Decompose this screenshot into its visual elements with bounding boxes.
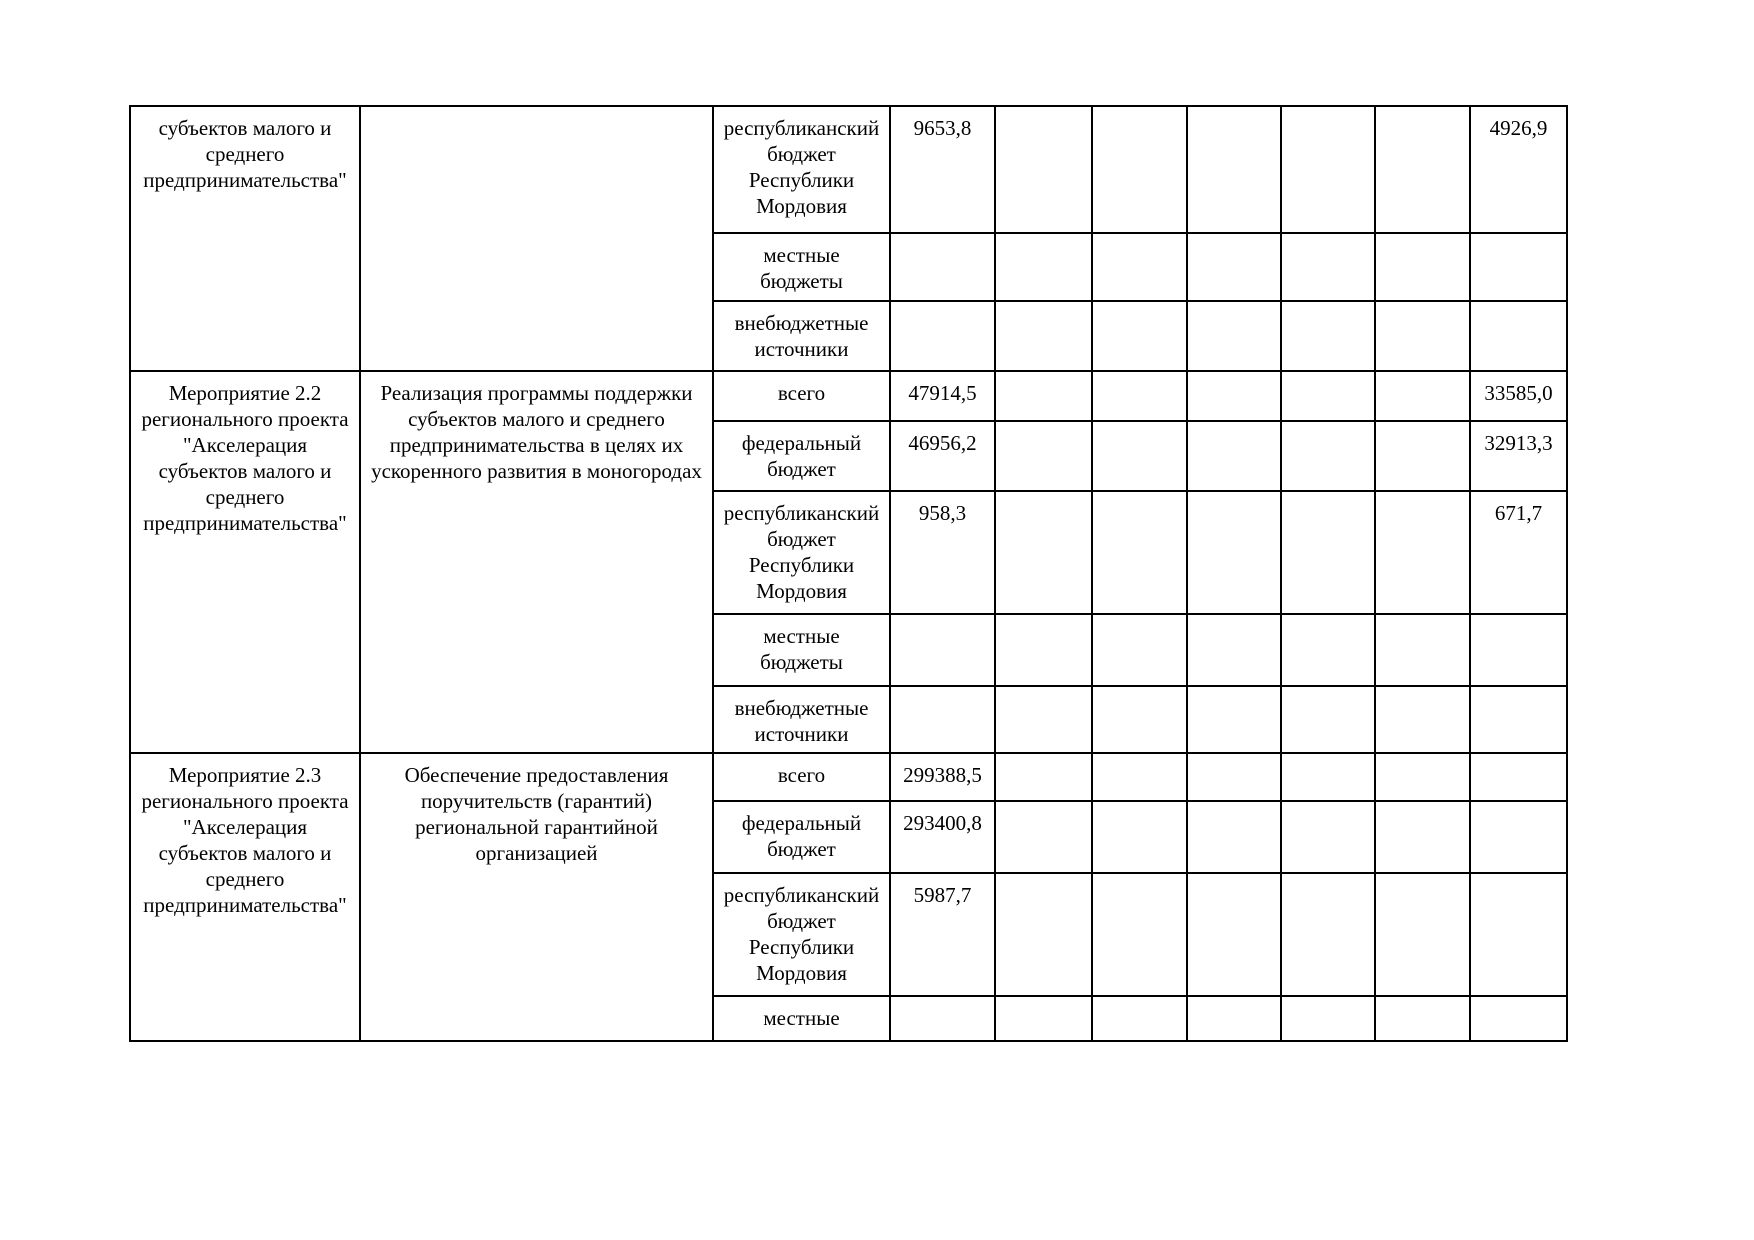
amount-cell [1281, 371, 1375, 421]
funding-source-cell: республиканский бюджет Республики Мордовия [713, 491, 890, 614]
amount-cell [995, 873, 1092, 996]
amount-cell: 4926,9 [1470, 106, 1567, 233]
amount-cell [995, 686, 1092, 753]
funding-source-cell: всего [713, 371, 890, 421]
amount-cell [1375, 491, 1470, 614]
amount-cell: 958,3 [890, 491, 995, 614]
amount-cell [995, 801, 1092, 873]
activity-cell: Мероприятие 2.2 регионального проекта "Акселерация субъектов малого и среднего предпринимательства" [130, 371, 360, 753]
amount-cell [1470, 614, 1567, 686]
amount-cell [995, 106, 1092, 233]
budget-table [129, 105, 1568, 1042]
amount-cell [995, 371, 1092, 421]
amount-cell [890, 233, 995, 301]
amount-cell [1281, 233, 1375, 301]
amount-cell: 33585,0 [1470, 371, 1567, 421]
funding-source-cell: всего [713, 753, 890, 801]
amount-cell [1470, 753, 1567, 801]
description-cell [360, 106, 713, 371]
table-row [130, 106, 1567, 233]
funding-source-cell: федеральный бюджет [713, 421, 890, 491]
amount-cell [1281, 301, 1375, 371]
amount-cell [890, 301, 995, 371]
amount-cell [1187, 233, 1281, 301]
amount-cell [890, 614, 995, 686]
table-row [130, 753, 1567, 801]
funding-source-cell: республиканский бюджет Республики Мордовия [713, 873, 890, 996]
amount-cell: 47914,5 [890, 371, 995, 421]
amount-cell [995, 233, 1092, 301]
amount-cell [1092, 301, 1187, 371]
amount-cell [1187, 996, 1281, 1041]
amount-cell [1281, 753, 1375, 801]
amount-cell [1375, 801, 1470, 873]
amount-cell [995, 301, 1092, 371]
amount-cell [1470, 686, 1567, 753]
amount-cell: 9653,8 [890, 106, 995, 233]
amount-cell [1187, 491, 1281, 614]
amount-cell [1375, 996, 1470, 1041]
amount-cell [1092, 491, 1187, 614]
amount-cell [1375, 686, 1470, 753]
amount-cell [1092, 421, 1187, 491]
amount-cell: 299388,5 [890, 753, 995, 801]
activity-cell: Мероприятие 2.3 регионального проекта "Акселерация субъектов малого и среднего предпринимательства" [130, 753, 360, 1041]
amount-cell [1281, 873, 1375, 996]
amount-cell [1281, 801, 1375, 873]
table-row [130, 371, 1567, 421]
amount-cell [1281, 686, 1375, 753]
amount-cell: 5987,7 [890, 873, 995, 996]
amount-cell [1281, 106, 1375, 233]
activity-cell: субъектов малого и среднего предпринимательства" [130, 106, 360, 371]
amount-cell [1470, 233, 1567, 301]
description-cell: Реализация программы поддержки субъектов малого и среднего предпринимательства в целях их ускоренного развития в моногородах [360, 371, 713, 753]
funding-source-cell: местные бюджеты [713, 233, 890, 301]
amount-cell [1281, 421, 1375, 491]
amount-cell: 46956,2 [890, 421, 995, 491]
amount-cell [1187, 686, 1281, 753]
amount-cell [1092, 686, 1187, 753]
amount-cell [1187, 371, 1281, 421]
amount-cell [1375, 301, 1470, 371]
amount-cell [1375, 371, 1470, 421]
amount-cell [1470, 996, 1567, 1041]
funding-source-cell: республиканский бюджет Республики Мордовия [713, 106, 890, 233]
amount-cell [1187, 801, 1281, 873]
amount-cell [1187, 614, 1281, 686]
amount-cell [1187, 753, 1281, 801]
amount-cell [1092, 801, 1187, 873]
funding-source-cell: местные [713, 996, 890, 1041]
amount-cell [1092, 996, 1187, 1041]
amount-cell [1092, 614, 1187, 686]
amount-cell: 671,7 [1470, 491, 1567, 614]
amount-cell [1187, 301, 1281, 371]
amount-cell [1092, 233, 1187, 301]
funding-source-cell: местные бюджеты [713, 614, 890, 686]
amount-cell: 293400,8 [890, 801, 995, 873]
amount-cell [1187, 106, 1281, 233]
funding-source-cell: внебюджетные источники [713, 301, 890, 371]
amount-cell [1375, 233, 1470, 301]
amount-cell [1092, 106, 1187, 233]
amount-cell [1375, 873, 1470, 996]
amount-cell [1470, 801, 1567, 873]
amount-cell [995, 614, 1092, 686]
amount-cell [890, 686, 995, 753]
amount-cell [1281, 614, 1375, 686]
amount-cell [1470, 873, 1567, 996]
amount-cell [995, 753, 1092, 801]
amount-cell [1281, 996, 1375, 1041]
amount-cell [890, 996, 995, 1041]
amount-cell [1092, 753, 1187, 801]
amount-cell [1375, 614, 1470, 686]
description-cell: Обеспечение предоставления поручительств (гарантий) региональной гарантийной организацией [360, 753, 713, 1041]
amount-cell [1375, 421, 1470, 491]
funding-source-cell: федеральный бюджет [713, 801, 890, 873]
amount-cell: 32913,3 [1470, 421, 1567, 491]
amount-cell [1375, 106, 1470, 233]
amount-cell [1187, 421, 1281, 491]
amount-cell [1375, 753, 1470, 801]
amount-cell [995, 491, 1092, 614]
funding-source-cell: внебюджетные источники [713, 686, 890, 753]
amount-cell [1281, 491, 1375, 614]
amount-cell [995, 996, 1092, 1041]
amount-cell [1470, 301, 1567, 371]
amount-cell [995, 421, 1092, 491]
amount-cell [1092, 371, 1187, 421]
amount-cell [1092, 873, 1187, 996]
amount-cell [1187, 873, 1281, 996]
